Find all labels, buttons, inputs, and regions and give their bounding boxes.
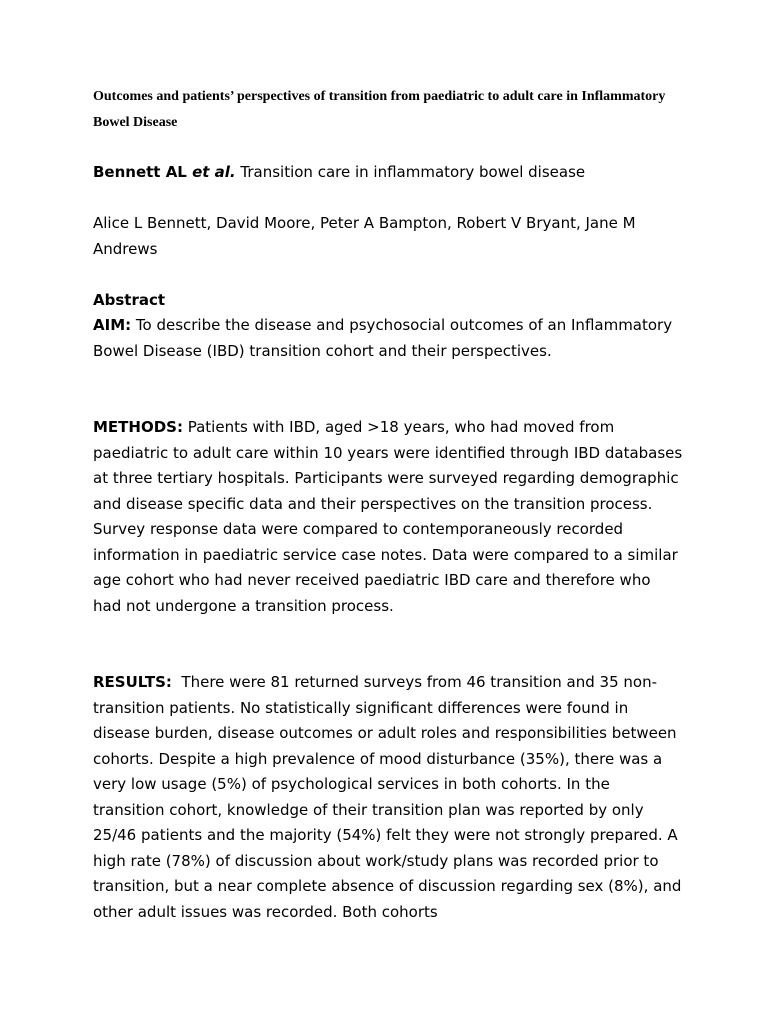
running-title-etal: et al. [192, 163, 236, 181]
paper-title: Outcomes and patients’ perspectives of transition from paediatric to adult care in Inflammatory Bowel Disease [93, 89, 666, 130]
running-title-author: Bennett AL [93, 163, 193, 181]
author-list: Alice L Bennett, David Moore, Peter A Bampton, Robert V Bryant, Jane M Andrews [93, 214, 636, 258]
aim-label: AIM: [93, 316, 132, 334]
running-title-text: Transition care in inflammatory bowel disease [235, 163, 586, 181]
abstract-methods [93, 415, 683, 619]
abstract-heading: Abstract [93, 291, 166, 309]
methods-text: Patients with IBD, aged >18 years, who had moved from paediatric to adult care within 10 years were identified through IBD databases at three tertiary hospitals. Participants were surveyed regarding demographic and disease specific data and their perspectives on the transition process. Survey response data were compared to contemporaneously recorded information in paediatric service case notes. Data were compared to a similar age cohort who had never received paediatric IBD care and therefore who had not undergone a transition process. [93, 418, 683, 615]
abstract-results [93, 670, 687, 925]
methods-label: METHODS: [93, 418, 183, 436]
running-title [93, 160, 683, 186]
results-label: RESULTS: [93, 673, 172, 691]
abstract-aim [93, 313, 683, 364]
results-text: There were 81 returned surveys from 46 transition and 35 non-transition patients. No statistically significant differences were found in disease burden, disease outcomes or adult roles and responsibilities between cohorts. Despite a high prevalence of mood disturbance (35%), there was a very low usage (5%) of psychological services in both cohorts. In the transition cohort, knowledge of their transition plan was reported by only 25/46 patients and the majority (54%) felt they were not strongly prepared. A high rate (78%) of discussion about work/study plans was recorded prior to transition, but a near complete absence of discussion regarding sex (8%), and other adult issues was recorded. Both cohorts [93, 673, 687, 921]
aim-text: To describe the disease and psychosocial outcomes of an Inflammatory Bowel Disease (IBD) transition cohort and their perspectives. [93, 316, 673, 360]
